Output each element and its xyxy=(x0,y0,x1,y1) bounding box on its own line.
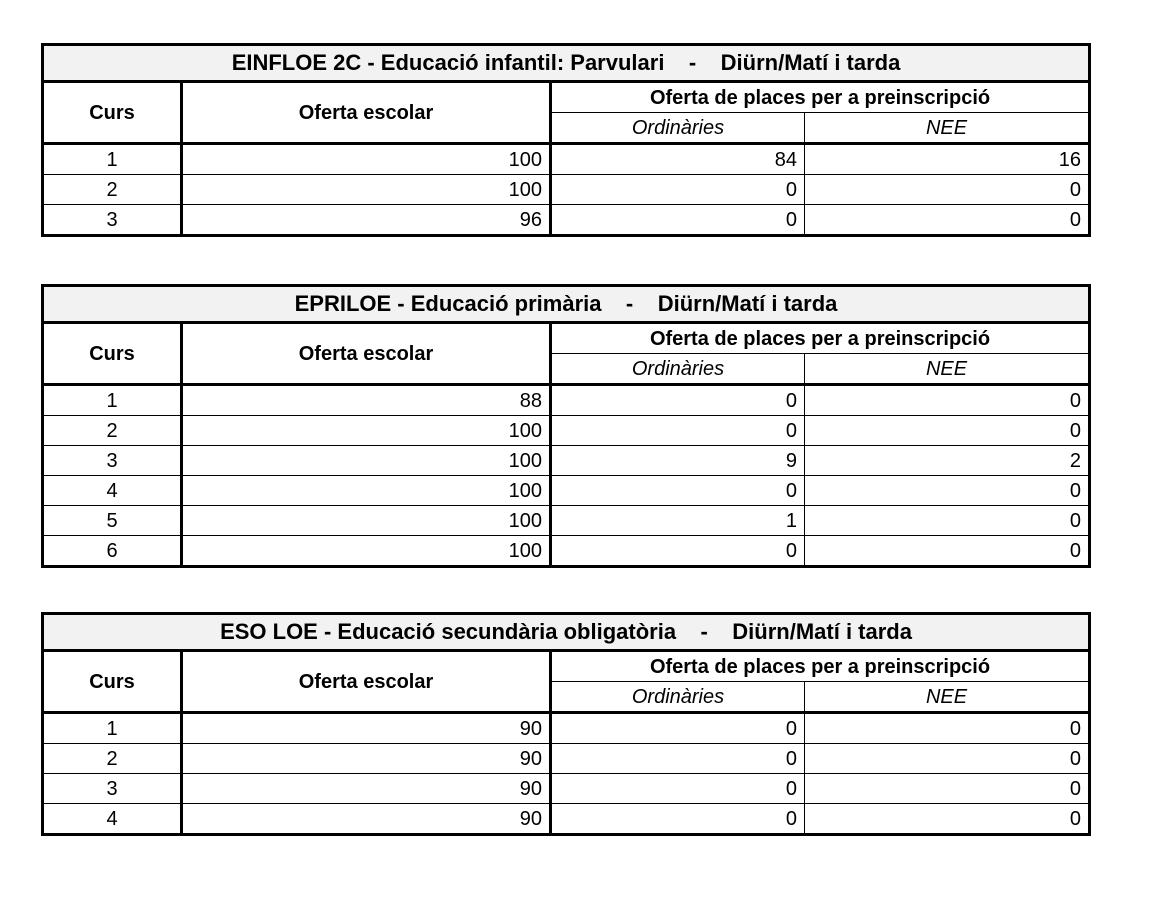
table-row xyxy=(43,713,1090,744)
table-row xyxy=(43,774,1090,804)
curs-cell: 3 xyxy=(43,446,182,476)
ordinaries-cell: 0 xyxy=(551,175,805,205)
offer-table-infantil xyxy=(41,43,1091,237)
oferta-cell: 90 xyxy=(182,713,551,744)
ordinaries-cell: 0 xyxy=(551,476,805,506)
nee-cell: 0 xyxy=(805,385,1090,416)
curs-cell: 3 xyxy=(43,774,182,804)
nee-header: NEE xyxy=(805,682,1090,713)
curs-cell: 2 xyxy=(43,175,182,205)
oferta-cell: 96 xyxy=(182,205,551,236)
curs-cell: 4 xyxy=(43,476,182,506)
table-row xyxy=(43,506,1090,536)
oferta-cell: 100 xyxy=(182,506,551,536)
nee-cell: 0 xyxy=(805,774,1090,804)
oferta-places-header: Oferta de places per a preinscripció xyxy=(551,323,1090,354)
curs-cell: 1 xyxy=(43,385,182,416)
curs-header: Curs xyxy=(43,323,182,385)
nee-header: NEE xyxy=(805,113,1090,144)
oferta-cell: 100 xyxy=(182,144,551,175)
curs-cell: 1 xyxy=(43,713,182,744)
ordinaries-cell: 0 xyxy=(551,385,805,416)
table-row xyxy=(43,205,1090,236)
oferta-cell: 100 xyxy=(182,536,551,567)
ordinaries-cell: 0 xyxy=(551,804,805,835)
oferta-cell: 90 xyxy=(182,804,551,835)
oferta-places-header: Oferta de places per a preinscripció xyxy=(551,82,1090,113)
ordinaries-cell: 84 xyxy=(551,144,805,175)
table-row xyxy=(43,536,1090,567)
ordinaries-header: Ordinàries xyxy=(551,354,805,385)
oferta-cell: 100 xyxy=(182,446,551,476)
nee-cell: 0 xyxy=(805,476,1090,506)
ordinaries-header: Ordinàries xyxy=(551,682,805,713)
table-row xyxy=(43,175,1090,205)
ordinaries-cell: 0 xyxy=(551,744,805,774)
curs-header: Curs xyxy=(43,82,182,144)
table-row xyxy=(43,385,1090,416)
nee-cell: 0 xyxy=(805,804,1090,835)
ordinaries-cell: 1 xyxy=(551,506,805,536)
curs-cell: 6 xyxy=(43,536,182,567)
ordinaries-cell: 0 xyxy=(551,536,805,567)
nee-cell: 2 xyxy=(805,446,1090,476)
curs-header: Curs xyxy=(43,651,182,713)
nee-cell: 0 xyxy=(805,744,1090,774)
ordinaries-cell: 0 xyxy=(551,416,805,446)
table-title: ESO LOE - Educació secundària obligatòria - Diürn/Matí i tarda xyxy=(43,614,1090,651)
oferta-cell: 100 xyxy=(182,416,551,446)
table-row xyxy=(43,476,1090,506)
ordinaries-cell: 0 xyxy=(551,205,805,236)
curs-cell: 2 xyxy=(43,416,182,446)
nee-cell: 0 xyxy=(805,416,1090,446)
nee-cell: 0 xyxy=(805,536,1090,567)
curs-cell: 1 xyxy=(43,144,182,175)
ordinaries-cell: 0 xyxy=(551,713,805,744)
table-title: EINFLOE 2C - Educació infantil: Parvulari - Diürn/Matí i tarda xyxy=(43,45,1090,82)
offer-table-eso xyxy=(41,612,1091,836)
oferta-cell: 100 xyxy=(182,476,551,506)
oferta-cell: 90 xyxy=(182,774,551,804)
table-row xyxy=(43,144,1090,175)
table-row xyxy=(43,744,1090,774)
curs-cell: 4 xyxy=(43,804,182,835)
curs-cell: 2 xyxy=(43,744,182,774)
oferta-escolar-header: Oferta escolar xyxy=(182,323,551,385)
table-row xyxy=(43,446,1090,476)
nee-cell: 16 xyxy=(805,144,1090,175)
oferta-escolar-header: Oferta escolar xyxy=(182,651,551,713)
nee-header: NEE xyxy=(805,354,1090,385)
curs-cell: 3 xyxy=(43,205,182,236)
table-row xyxy=(43,804,1090,835)
oferta-places-header: Oferta de places per a preinscripció xyxy=(551,651,1090,682)
oferta-cell: 90 xyxy=(182,744,551,774)
table-row xyxy=(43,416,1090,446)
offer-table-primaria xyxy=(41,284,1091,568)
oferta-cell: 88 xyxy=(182,385,551,416)
nee-cell: 0 xyxy=(805,205,1090,236)
table-title: EPRILOE - Educació primària - Diürn/Matí i tarda xyxy=(43,286,1090,323)
ordinaries-header: Ordinàries xyxy=(551,113,805,144)
nee-cell: 0 xyxy=(805,506,1090,536)
ordinaries-cell: 9 xyxy=(551,446,805,476)
nee-cell: 0 xyxy=(805,175,1090,205)
curs-cell: 5 xyxy=(43,506,182,536)
oferta-escolar-header: Oferta escolar xyxy=(182,82,551,144)
nee-cell: 0 xyxy=(805,713,1090,744)
oferta-cell: 100 xyxy=(182,175,551,205)
ordinaries-cell: 0 xyxy=(551,774,805,804)
